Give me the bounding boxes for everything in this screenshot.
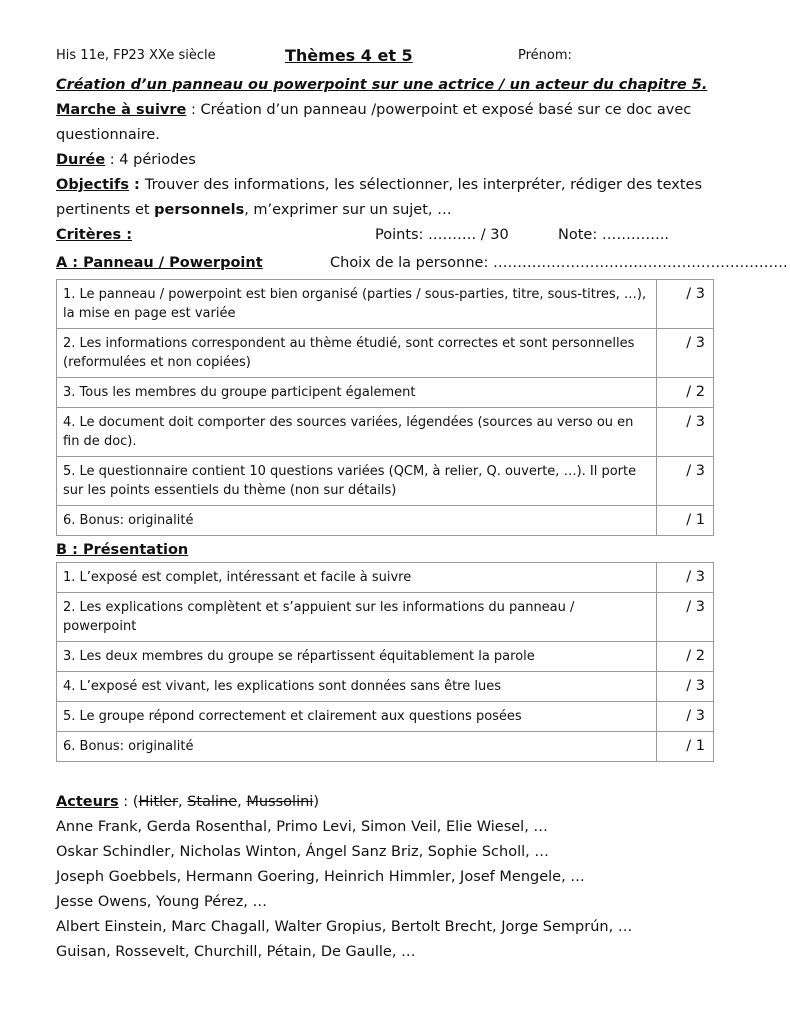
header-row bbox=[56, 48, 714, 73]
criteria-row bbox=[57, 593, 714, 642]
acteurs-block bbox=[56, 790, 714, 965]
page-title: Thèmes 4 et 5 bbox=[285, 46, 413, 65]
criteria-points: / 3 bbox=[657, 563, 714, 593]
struck-name-3: Mussolini bbox=[246, 794, 314, 810]
actor-list-line: Albert Einstein, Marc Chagall, Walter Gropius, Bertolt Brecht, Jorge Semprún, … bbox=[56, 919, 633, 935]
objectifs-paragraph bbox=[56, 173, 714, 223]
acteurs-label: Acteurs bbox=[56, 794, 119, 810]
duree-label: Durée bbox=[56, 152, 106, 168]
criteria-text: 3. Les deux membres du groupe se répartissent équitablement la parole bbox=[57, 642, 657, 672]
criteria-text: 4. Le document doit comporter des sources variées, légendées (sources au verso ou en fin de doc). bbox=[57, 408, 657, 457]
section-a-table bbox=[56, 279, 714, 536]
section-b-table bbox=[56, 562, 714, 762]
criteria-row bbox=[57, 329, 714, 378]
criteria-points: / 2 bbox=[657, 642, 714, 672]
actor-list-line: Guisan, Rossevelt, Churchill, Pétain, De Gaulle, … bbox=[56, 944, 416, 960]
objectifs-text-2: , m’exprimer sur un sujet, … bbox=[244, 202, 452, 218]
criteria-points: / 1 bbox=[657, 506, 714, 536]
criteria-points: / 3 bbox=[657, 593, 714, 642]
marche-text: : Création d’un panneau /powerpoint et exposé basé sur ce doc avec questionnaire. bbox=[56, 102, 692, 143]
criteria-row bbox=[57, 563, 714, 593]
struck-name-1: Hitler bbox=[138, 794, 178, 810]
criteria-points: / 3 bbox=[657, 672, 714, 702]
acteurs-sep-2: , bbox=[237, 794, 247, 810]
criteria-points: / 3 bbox=[657, 457, 714, 506]
criteria-points: / 3 bbox=[657, 329, 714, 378]
actor-list-line: Joseph Goebbels, Hermann Goering, Heinrich Himmler, Josef Mengele, … bbox=[56, 869, 585, 885]
criteria-points: / 3 bbox=[657, 702, 714, 732]
struck-name-2: Staline bbox=[187, 794, 238, 810]
points-field: Points: ………. / 30 bbox=[375, 227, 509, 243]
criteres-label: Critères : bbox=[56, 227, 132, 243]
criteria-row bbox=[57, 280, 714, 329]
criteria-row bbox=[57, 506, 714, 536]
criteria-row bbox=[57, 672, 714, 702]
objectifs-label: Objectifs bbox=[56, 177, 129, 193]
choix-personne-field: Choix de la personne: ……………………………………………………. bbox=[330, 255, 788, 271]
objectifs-text-1: Trouver des informations, les sélectionner, les interpréter, rédiger des textes pertinents et bbox=[56, 177, 703, 218]
section-a-row bbox=[56, 253, 788, 279]
criteria-row bbox=[57, 642, 714, 672]
acteurs-heading bbox=[56, 790, 714, 815]
criteria-text: 4. L’exposé est vivant, les explications sont données sans être lues bbox=[57, 672, 657, 702]
actor-list-line: Jesse Owens, Young Pérez, … bbox=[56, 894, 268, 910]
criteria-text: 1. Le panneau / powerpoint est bien organisé (parties / sous-parties, titre, sous-titres, …), la mise en page est variée bbox=[57, 280, 657, 329]
course-label: His 11e, FP23 XXe siècle bbox=[56, 48, 216, 63]
acteurs-open: : ( bbox=[118, 794, 139, 810]
criteria-text: 2. Les informations correspondent au thème étudié, sont correctes et sont personnelles (reformulées et non copiées) bbox=[57, 329, 657, 378]
objectifs-bold: personnels bbox=[154, 202, 245, 218]
criteria-row bbox=[57, 408, 714, 457]
prenom-label: Prénom: bbox=[518, 48, 572, 63]
objectifs-colon: : bbox=[128, 177, 145, 193]
criteria-text: 1. L’exposé est complet, intéressant et facile à suivre bbox=[57, 563, 657, 593]
criteria-row bbox=[57, 732, 714, 762]
criteria-points: / 3 bbox=[657, 408, 714, 457]
criteria-row bbox=[57, 702, 714, 732]
criteria-text: 5. Le questionnaire contient 10 questions variées (QCM, à relier, Q. ouverte, …). Il porte sur les points essentiels du thème (non sur détails) bbox=[57, 457, 657, 506]
duree-text: : 4 périodes bbox=[105, 152, 196, 168]
note-field: Note: ………….. bbox=[558, 227, 670, 243]
criteria-text: 5. Le groupe répond correctement et clairement aux questions posées bbox=[57, 702, 657, 732]
criteria-text: 2. Les explications complètent et s’appuient sur les informations du panneau / powerpoint bbox=[57, 593, 657, 642]
criteria-row bbox=[57, 378, 714, 408]
actor-list-line: Oskar Schindler, Nicholas Winton, Ángel Sanz Briz, Sophie Scholl, … bbox=[56, 844, 549, 860]
section-a-title: A : Panneau / Powerpoint bbox=[56, 255, 263, 271]
criteria-points: / 1 bbox=[657, 732, 714, 762]
worksheet-page bbox=[56, 46, 788, 965]
criteria-points: / 3 bbox=[657, 280, 714, 329]
criteria-row bbox=[57, 457, 714, 506]
marche-paragraph bbox=[56, 98, 714, 148]
section-b-title: B : Présentation bbox=[56, 542, 189, 558]
actor-list-line: Anne Frank, Gerda Rosenthal, Primo Levi, Simon Veil, Elie Wiesel, … bbox=[56, 819, 548, 835]
criteria-text: 6. Bonus: originalité bbox=[57, 732, 657, 762]
duree-paragraph bbox=[56, 148, 714, 173]
acteurs-close: ) bbox=[313, 794, 320, 810]
acteurs-sep-1: , bbox=[177, 794, 188, 810]
creation-heading: Création d’un panneau ou powerpoint sur une actrice / un acteur du chapitre 5. bbox=[56, 77, 708, 93]
marche-label: Marche à suivre bbox=[56, 102, 187, 118]
criteria-points: / 2 bbox=[657, 378, 714, 408]
criteria-text: 3. Tous les membres du groupe participent également bbox=[57, 378, 657, 408]
criteria-text: 6. Bonus: originalité bbox=[57, 506, 657, 536]
criteres-row bbox=[56, 223, 714, 253]
